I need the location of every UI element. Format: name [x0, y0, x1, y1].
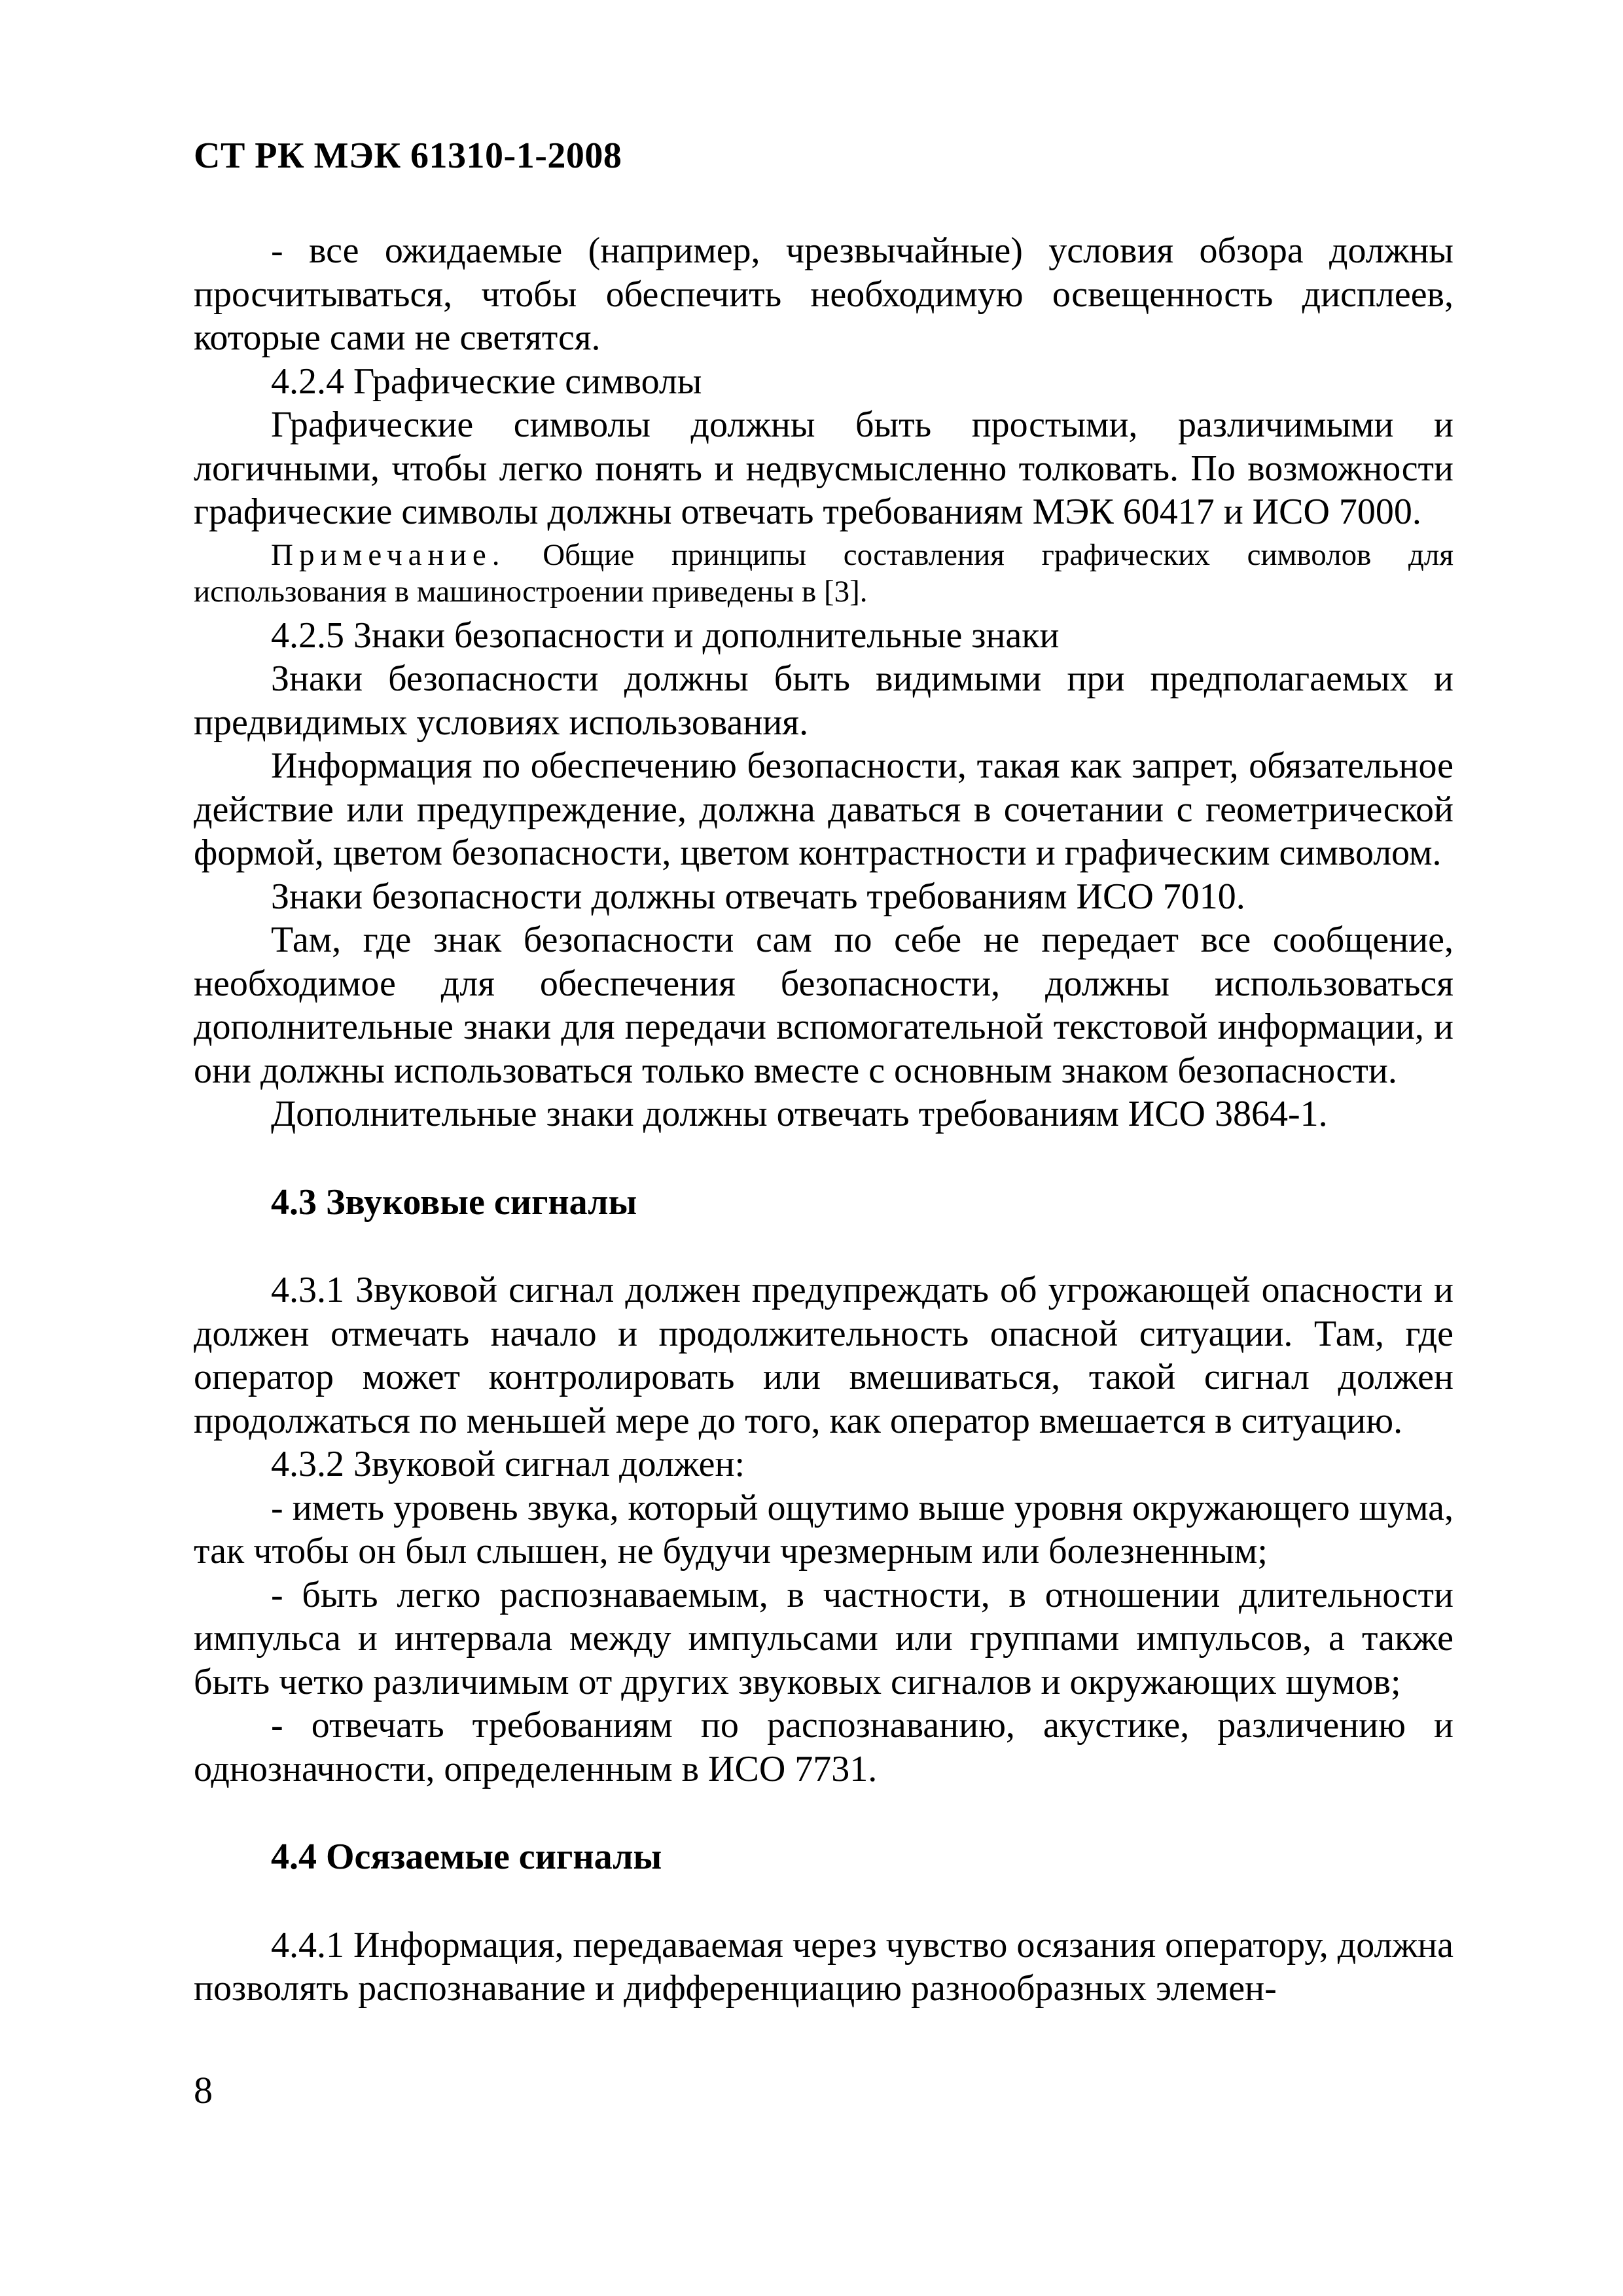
list-item: - отвечать требованиям по распознаванию, акустике, различению и однозначности, определенным в ИСО 7731. [194, 1705, 1454, 1789]
list-item: - быть легко распознаваемым, в частности, в отношении длительности импульса и интервала между импульсами или группами импульсов, а также быть четко различимым от других звуковых сигналов и окружающих шумов; [194, 1574, 1454, 1702]
paragraph: Знаки безопасности должны отвечать требованиям ИСО 7010. [271, 876, 1245, 917]
page-number: 8 [194, 2069, 213, 2111]
paragraph: 4.4.1 Информация, передаваемая через чувство осязания оператору, должна позволять распознавание и дифференциацию разнообразных элемен- [194, 1924, 1454, 2009]
standard-designation: СТ РК МЭК 61310-1-2008 [194, 135, 622, 176]
paragraph: Там, где знак безопасности сам по себе не передает все сообщение, необходимое для обеспечения безопасности, должны использоваться дополнительные знаки для передачи вспомогательной текстовой информации, и они должны использоваться только вместе с основным знаком безопасности. [194, 920, 1454, 1091]
note-label: Примечание. [271, 537, 506, 572]
paragraph: Графические символы должны быть простыми, различимыми и логичными, чтобы легко понять и недвусмысленно толковать. По возможности графические символы должны отвечать требованиям МЭК 60417 и ИСО 7000. [194, 404, 1454, 532]
paragraph: Дополнительные знаки должны отвечать требованиям ИСО 3864-1. [271, 1094, 1328, 1134]
paragraph: - все ожидаемые (например, чрезвычайные) условия обзора должны просчитываться, чтобы обеспечить необходимую освещенность дисплеев, которые сами не светятся. [194, 230, 1454, 358]
section-title-4-2-4: 4.2.4 Графические символы [271, 361, 702, 402]
paragraph: Информация по обеспечению безопасности, такая как запрет, обязательное действие или предупреждение, должна даваться в сочетании с геометрической формой, цветом безопасности, цветом контрастности и графическим символом. [194, 745, 1454, 873]
section-heading-4-4: 4.4 Осязаемые сигналы [271, 1837, 662, 1877]
paragraph: Знаки безопасности должны быть видимыми при предполагаемых и предвидимых условиях использования. [194, 658, 1454, 743]
document-body [194, 229, 1454, 2011]
section-heading-4-3: 4.3 Звуковые сигналы [271, 1181, 637, 1223]
note-text: Общие принципы составления графических символов для использования в машиностроении приведены в [3]. [194, 537, 1454, 609]
paragraph: 4.3.1 Звуковой сигнал должен предупреждать об угрожающей опасности и должен отмечать начало и продолжительность опасной ситуации. Там, где оператор может контролировать или вмешиваться, такой сигнал должен продолжаться по меньшей мере до того, как оператор вмешается в ситуацию. [194, 1270, 1454, 1441]
note [194, 537, 1454, 610]
section-title-4-3-2: 4.3.2 Звуковой сигнал должен: [271, 1444, 745, 1484]
list-item: - иметь уровень звука, который ощутимо выше уровня окружающего шума, так чтобы он был слышен, не будучи чрезмерным или болезненным; [194, 1487, 1454, 1571]
section-title-4-2-5: 4.2.5 Знаки безопасности и дополнительные знаки [271, 615, 1060, 656]
